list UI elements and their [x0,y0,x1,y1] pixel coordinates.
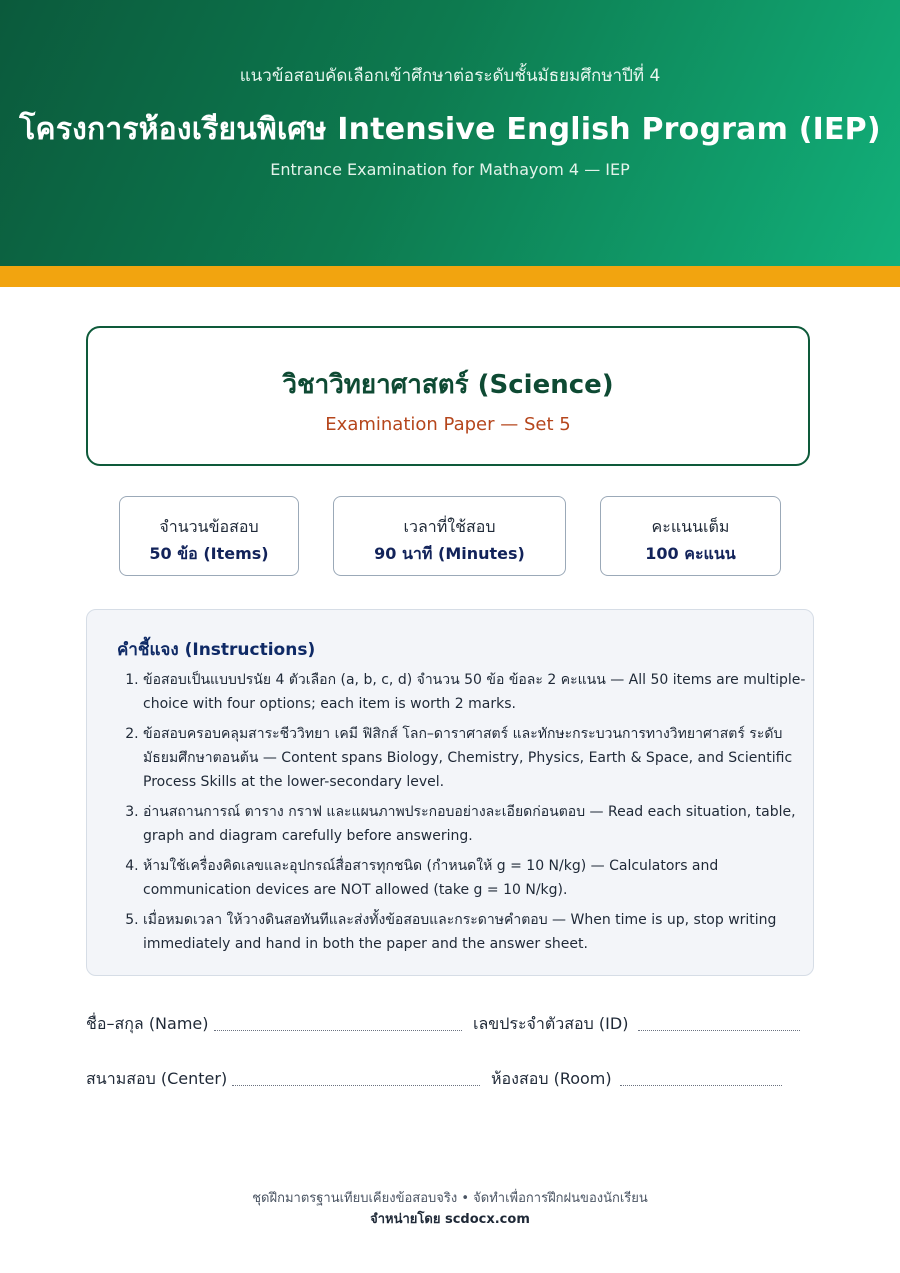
info-label: คะแนนเต็ม [651,517,730,536]
info-label: เวลาที่ใช้สอบ [403,517,496,536]
footer-note: ชุดฝึกมาตรฐานเทียบเคียงข้อสอบจริง • จัดทำเพื่อการฝึกฝนของนักเรียน [252,1191,648,1206]
subject-set: Examination Paper — Set 5 [325,414,571,435]
header-kicker: แนวข้อสอบคัดเลือกเข้าศึกษาต่อระดับชั้นมัธยมศึกษาปีที่ 4 [239,66,661,86]
instruction-item: 2. ข้อสอบครอบคลุมสาระชีววิทยา เคมี ฟิสิกส์ โลก–ดาราศาสตร์ และทักษะกระบวนการทางวิทยาศาสตร์ ระดับมัธยมศึกษาตอนต้น — Content spans Biology, Chemistry, Physics, Earth & Space, and Scientific Process Skills at the lower-secondary level. [143,722,813,794]
instructions-box [86,609,814,976]
header-title: โครงการห้องเรียนพิเศษ Intensive English Program (IEP) [19,112,881,147]
instructions-list [117,668,813,962]
instruction-item: 5. เมื่อหมดเวลา ให้วางดินสอทันทีและส่งทั้งข้อสอบและกระดาษคำตอบ — When time is up, stop writing immediately and hand in both the paper and the answer sheet. [143,908,813,956]
field-row-center-room [86,1067,814,1093]
room-field-label: ห้องสอบ (Room) [491,1069,612,1088]
accent-stripe [0,266,900,287]
instruction-item: 1. ข้อสอบเป็นแบบปรนัย 4 ตัวเลือก (a, b, c, d) จำนวน 50 ข้อ ข้อละ 2 คะแนน — All 50 items are multiple-choice with four options; each item is worth 2 marks. [143,668,813,716]
id-field-label: เลขประจำตัวสอบ (ID) [473,1014,629,1033]
info-box-score [600,496,781,576]
field-row-name-id [86,1012,814,1038]
center-field-label: สนามสอบ (Center) [86,1069,228,1088]
info-label: จำนวนข้อสอบ [159,517,259,536]
header-banner [0,0,900,266]
footer-distributor: จำหน่ายโดย scdocx.com [370,1212,530,1227]
name-field-label: ชื่อ–สกุล (Name) [86,1014,209,1033]
instruction-item: 3. อ่านสถานการณ์ ตาราง กราฟ และแผนภาพประกอบอย่างละเอียดก่อนตอบ — Read each situation, table, graph and diagram carefully before answering. [143,800,813,848]
room-field-line[interactable] [620,1085,782,1086]
info-value: 90 นาที (Minutes) [374,544,525,563]
info-box-time [333,496,566,576]
id-field-line[interactable] [638,1030,800,1031]
info-value: 100 คะแนน [645,544,736,563]
header-subtitle: Entrance Examination for Mathayom 4 — IEP [270,160,630,179]
center-field-line[interactable] [232,1085,480,1086]
name-field-line[interactable] [214,1030,462,1031]
subject-title: วิชาวิทยาศาสตร์ (Science) [282,370,614,400]
info-box-items [119,496,299,576]
instructions-title: คำชี้แจง (Instructions) [117,640,316,660]
instruction-item: 4. ห้ามใช้เครื่องคิดเลขและอุปกรณ์สื่อสารทุกชนิด (กำหนดให้ g = 10 N/kg) — Calculators and communication devices are NOT allowed (take g = 10 N/kg). [143,854,813,902]
subject-box [86,326,810,466]
info-value: 50 ข้อ (Items) [149,544,269,563]
